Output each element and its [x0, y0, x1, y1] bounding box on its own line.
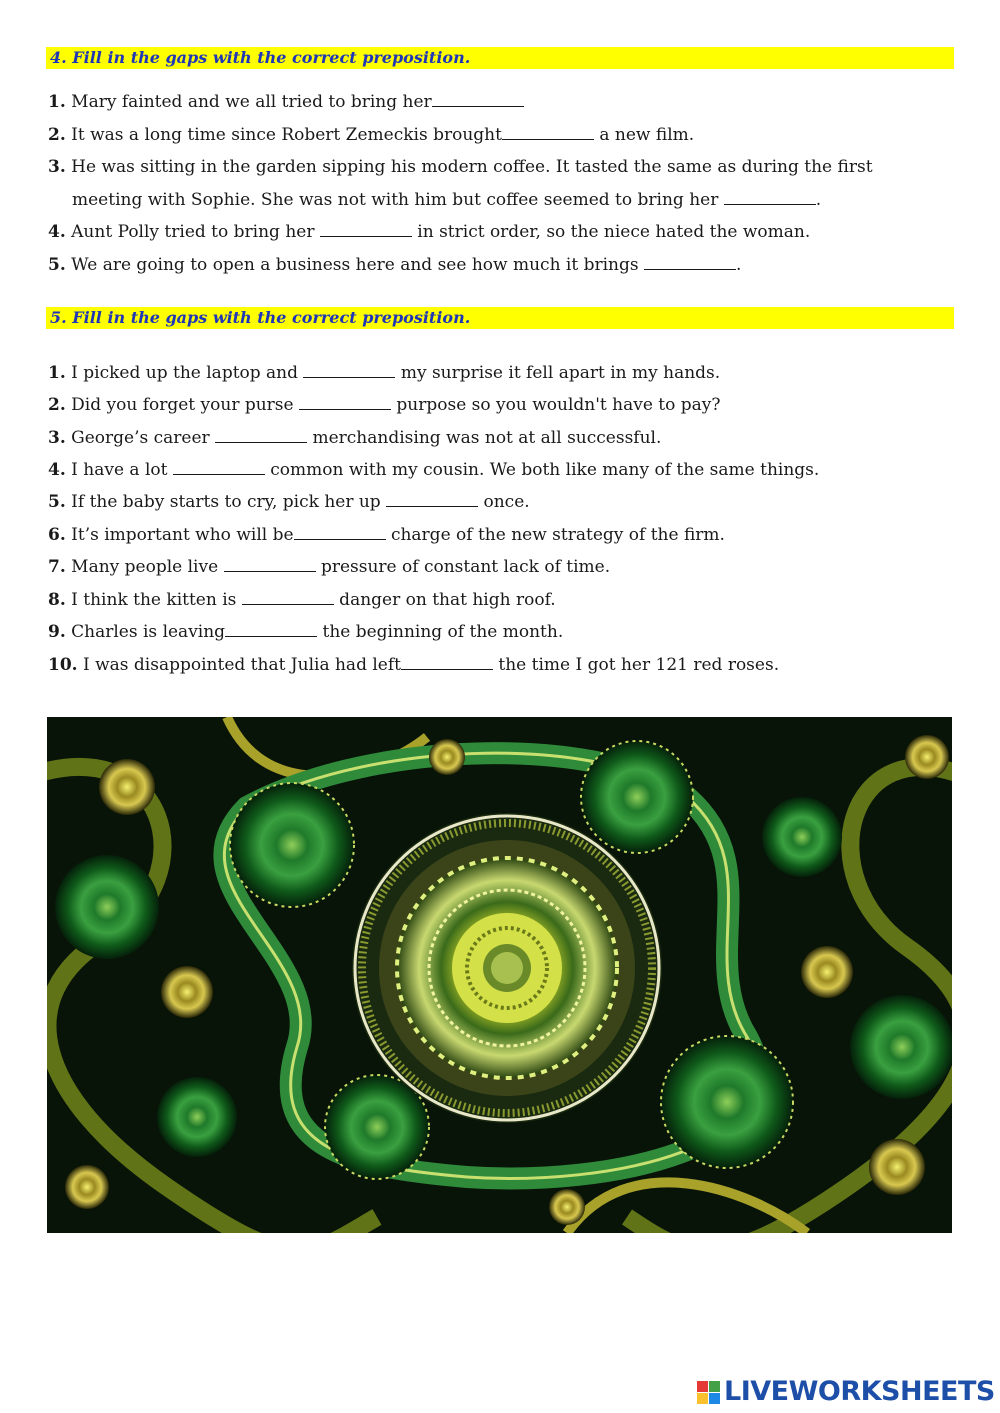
question-text: pressure of constant lack of time. — [315, 557, 611, 577]
question-number: 7. — [48, 557, 66, 577]
question-4-3 — [48, 157, 873, 177]
question-number: 4. — [48, 460, 66, 480]
answer-blank[interactable] — [224, 557, 316, 572]
section-4-header — [46, 47, 954, 69]
fractal-image — [47, 717, 952, 1233]
question-number: 1. — [48, 92, 66, 112]
question-text: danger on that high roof. — [333, 590, 556, 610]
answer-blank[interactable] — [225, 622, 317, 637]
question-number: 5. — [48, 255, 66, 275]
question-text: . — [736, 255, 742, 275]
question-number: 3. — [48, 428, 66, 448]
question-text: the time I got her 121 red roses. — [492, 655, 780, 675]
question-text: Mary fainted and we all tried to bring her — [71, 92, 432, 112]
question-4-3-continued — [48, 190, 821, 210]
question-text: once. — [478, 492, 530, 512]
question-number: 9. — [48, 622, 66, 642]
question-number: 1. — [48, 363, 66, 383]
question-text: George’s career — [71, 428, 216, 448]
question-text: meeting with Sophie. She was not with him but coffee seemed to bring her — [72, 190, 724, 210]
answer-blank[interactable] — [502, 125, 594, 140]
question-number: 3. — [48, 157, 66, 177]
answer-blank[interactable] — [386, 492, 478, 507]
question-text: a new film. — [593, 125, 695, 145]
question-number: 8. — [48, 590, 66, 610]
question-5-10 — [48, 655, 779, 675]
question-text: merchandising was not at all successful. — [307, 428, 662, 448]
question-text: I have a lot — [71, 460, 173, 480]
question-text: in strict order, so the niece hated the woman. — [411, 222, 811, 242]
question-number: 5. — [48, 492, 66, 512]
question-number: 2. — [48, 125, 66, 145]
fractal-artwork — [47, 717, 952, 1233]
question-5-5 — [48, 492, 530, 512]
answer-blank[interactable] — [401, 655, 493, 670]
liveworksheets-logo-icon — [697, 1381, 721, 1405]
answer-blank[interactable] — [644, 255, 736, 270]
answer-blank[interactable] — [299, 395, 391, 410]
question-text: I was disappointed that Julia had left — [82, 655, 401, 675]
question-number: 4. — [48, 222, 66, 242]
question-text: my surprise it fell apart in my hands. — [395, 363, 721, 383]
question-5-4 — [48, 460, 819, 480]
answer-blank[interactable] — [320, 222, 412, 237]
answer-blank[interactable] — [303, 363, 395, 378]
question-4-4 — [48, 222, 810, 242]
question-5-7 — [48, 557, 610, 577]
question-text: He was sitting in the garden sipping his modern coffee. It tasted the same as during the first — [71, 157, 873, 177]
question-5-3 — [48, 428, 661, 448]
section-5-title: 5. Fill in the gaps with the correct preposition. — [50, 308, 471, 327]
answer-blank[interactable] — [724, 190, 816, 205]
question-5-1 — [48, 363, 720, 383]
answer-blank[interactable] — [242, 590, 334, 605]
question-text: Did you forget your purse — [71, 395, 299, 415]
question-4-5 — [48, 255, 741, 275]
answer-blank[interactable] — [294, 525, 386, 540]
question-text: Many people live — [71, 557, 224, 577]
question-number: 10. — [48, 655, 78, 675]
question-5-2 — [48, 395, 721, 415]
section-5-header — [46, 307, 954, 329]
question-text: I think the kitten is — [71, 590, 242, 610]
question-text: charge of the new strategy of the firm. — [385, 525, 725, 545]
section-4-title: 4. Fill in the gaps with the correct preposition. — [50, 48, 471, 67]
liveworksheets-wordmark: LIVEWORKSHEETS — [724, 1376, 995, 1407]
question-text: Charles is leaving — [71, 622, 226, 642]
question-text: If the baby starts to cry, pick her up — [71, 492, 387, 512]
question-4-2 — [48, 125, 694, 145]
question-5-8 — [48, 590, 556, 610]
question-text: It’s important who will be — [71, 525, 294, 545]
question-text: We are going to open a business here and see how much it brings — [71, 255, 644, 275]
question-text: I picked up the laptop and — [71, 363, 304, 383]
question-number: 6. — [48, 525, 66, 545]
answer-blank[interactable] — [432, 92, 524, 107]
question-5-6 — [48, 525, 725, 545]
answer-blank[interactable] — [173, 460, 265, 475]
question-text: purpose so you wouldn't have to pay? — [391, 395, 721, 415]
liveworksheets-logo[interactable] — [697, 1374, 993, 1410]
question-text: the beginning of the month. — [317, 622, 564, 642]
question-5-9 — [48, 622, 563, 642]
answer-blank[interactable] — [215, 428, 307, 443]
question-text: Aunt Polly tried to bring her — [71, 222, 320, 242]
question-text: . — [815, 190, 822, 210]
question-text: common with my cousin. We both like many of the same things. — [264, 460, 820, 480]
question-4-1 — [48, 92, 524, 112]
question-text: It was a long time since Robert Zemeckis brought — [71, 125, 502, 145]
question-number: 2. — [48, 395, 66, 415]
